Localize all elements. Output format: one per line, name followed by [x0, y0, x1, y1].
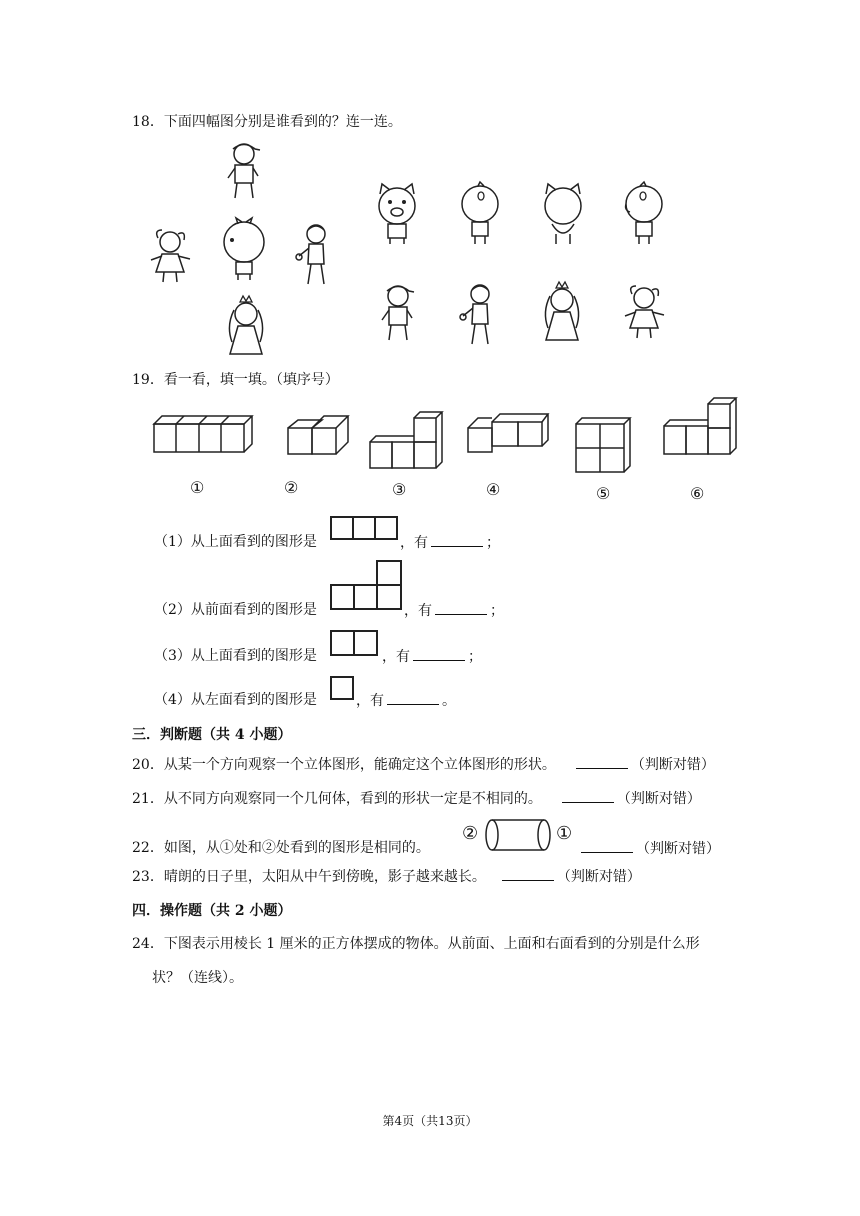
boy-icon: [378, 282, 418, 344]
q19-item-1: （1）从上面看到的图形是: [154, 534, 317, 550]
answer-blank-19-3[interactable]: [413, 646, 465, 661]
mark-1: ①: [556, 823, 573, 844]
view-shape-4: [330, 676, 354, 700]
pig-side-view-icon: [458, 182, 502, 246]
princess-icon: [536, 282, 588, 344]
answer-blank-19-2[interactable]: [435, 600, 487, 615]
pig-icon: [218, 218, 270, 282]
figure-label-3: ③: [392, 480, 407, 499]
cube-figure-2: [286, 416, 350, 456]
q19-item-4: （4）从左面看到的图形是: [154, 692, 317, 708]
q19-item-2-tail: ，有 ；: [404, 600, 504, 621]
question-24-line-2: 状？（连线）。: [152, 970, 243, 986]
q19-item-3-tail: ，有 ；: [382, 646, 482, 667]
question-24-line-1: 24．下图表示用棱长 1 厘米的正方体摆成的物体。从前面、上面和右面看到的分别是什么形: [132, 936, 700, 952]
answer-blank-23[interactable]: [502, 866, 554, 881]
cube-figure-6: [662, 398, 738, 458]
cube-figure-5: [574, 418, 630, 474]
page-footer: 第4页（共13页）: [382, 1114, 478, 1128]
question-22-tail: （判断对错）: [578, 838, 720, 859]
cylinder-icon: [484, 818, 552, 852]
question-19-text: 19．看一看，填一填。（填序号）: [132, 372, 339, 388]
q19-item-1-tail: ，有 ；: [400, 532, 500, 553]
q19-item-2: （2）从前面看到的图形是: [154, 602, 317, 618]
answer-blank-19-4[interactable]: [387, 690, 439, 705]
question-20: 20．从某一个方向观察一个立体图形，能确定这个立体图形的形状。 （判断对错）: [132, 754, 715, 775]
mark-2: ②: [462, 823, 479, 844]
boy-icon: [224, 140, 264, 202]
answer-blank-20[interactable]: [576, 754, 628, 769]
man-icon: [294, 222, 334, 286]
girl-icon: [622, 282, 668, 340]
figure-label-1: ①: [190, 478, 205, 497]
question-18-text: 18．下面四幅图分别是谁看到的？连一连。: [132, 114, 402, 130]
question-21: 21．从不同方向观察同一个几何体，看到的形状一定是不相同的。 （判断对错）: [132, 788, 701, 809]
q19-item-4-tail: ，有 。: [356, 690, 456, 711]
cube-figure-3: [370, 412, 442, 470]
figure-label-2: ②: [284, 478, 299, 497]
view-shape-1: [330, 516, 398, 540]
section-4-title: 四．操作题（共 2 小题）: [132, 903, 292, 919]
man-icon: [458, 282, 498, 346]
q19-item-3: （3）从上面看到的图形是: [154, 648, 317, 664]
figure-label-5: ⑤: [596, 484, 611, 503]
view-shape-3: [330, 630, 378, 656]
figure-label-6: ⑥: [690, 484, 705, 503]
cube-figure-4: [466, 412, 548, 454]
answer-blank-22[interactable]: [581, 838, 633, 853]
pig-back-view-icon: [540, 182, 586, 246]
answer-blank-21[interactable]: [562, 788, 614, 803]
figure-label-4: ④: [486, 480, 501, 499]
pig-front-view-icon: [374, 182, 420, 246]
pig-other-side-view-icon: [622, 182, 666, 246]
cube-figure-1: [154, 416, 252, 454]
question-23: 23．晴朗的日子里，太阳从中午到傍晚，影子越来越长。 （判断对错）: [132, 866, 641, 887]
princess-icon: [220, 296, 272, 358]
section-3-title: 三．判断题（共 4 小题）: [132, 727, 292, 743]
answer-blank-19-1[interactable]: [431, 532, 483, 547]
view-shape-2: [330, 560, 402, 610]
girl-icon: [148, 226, 194, 284]
question-22: 22．如图，从①处和②处看到的图形是相同的。: [132, 840, 430, 856]
